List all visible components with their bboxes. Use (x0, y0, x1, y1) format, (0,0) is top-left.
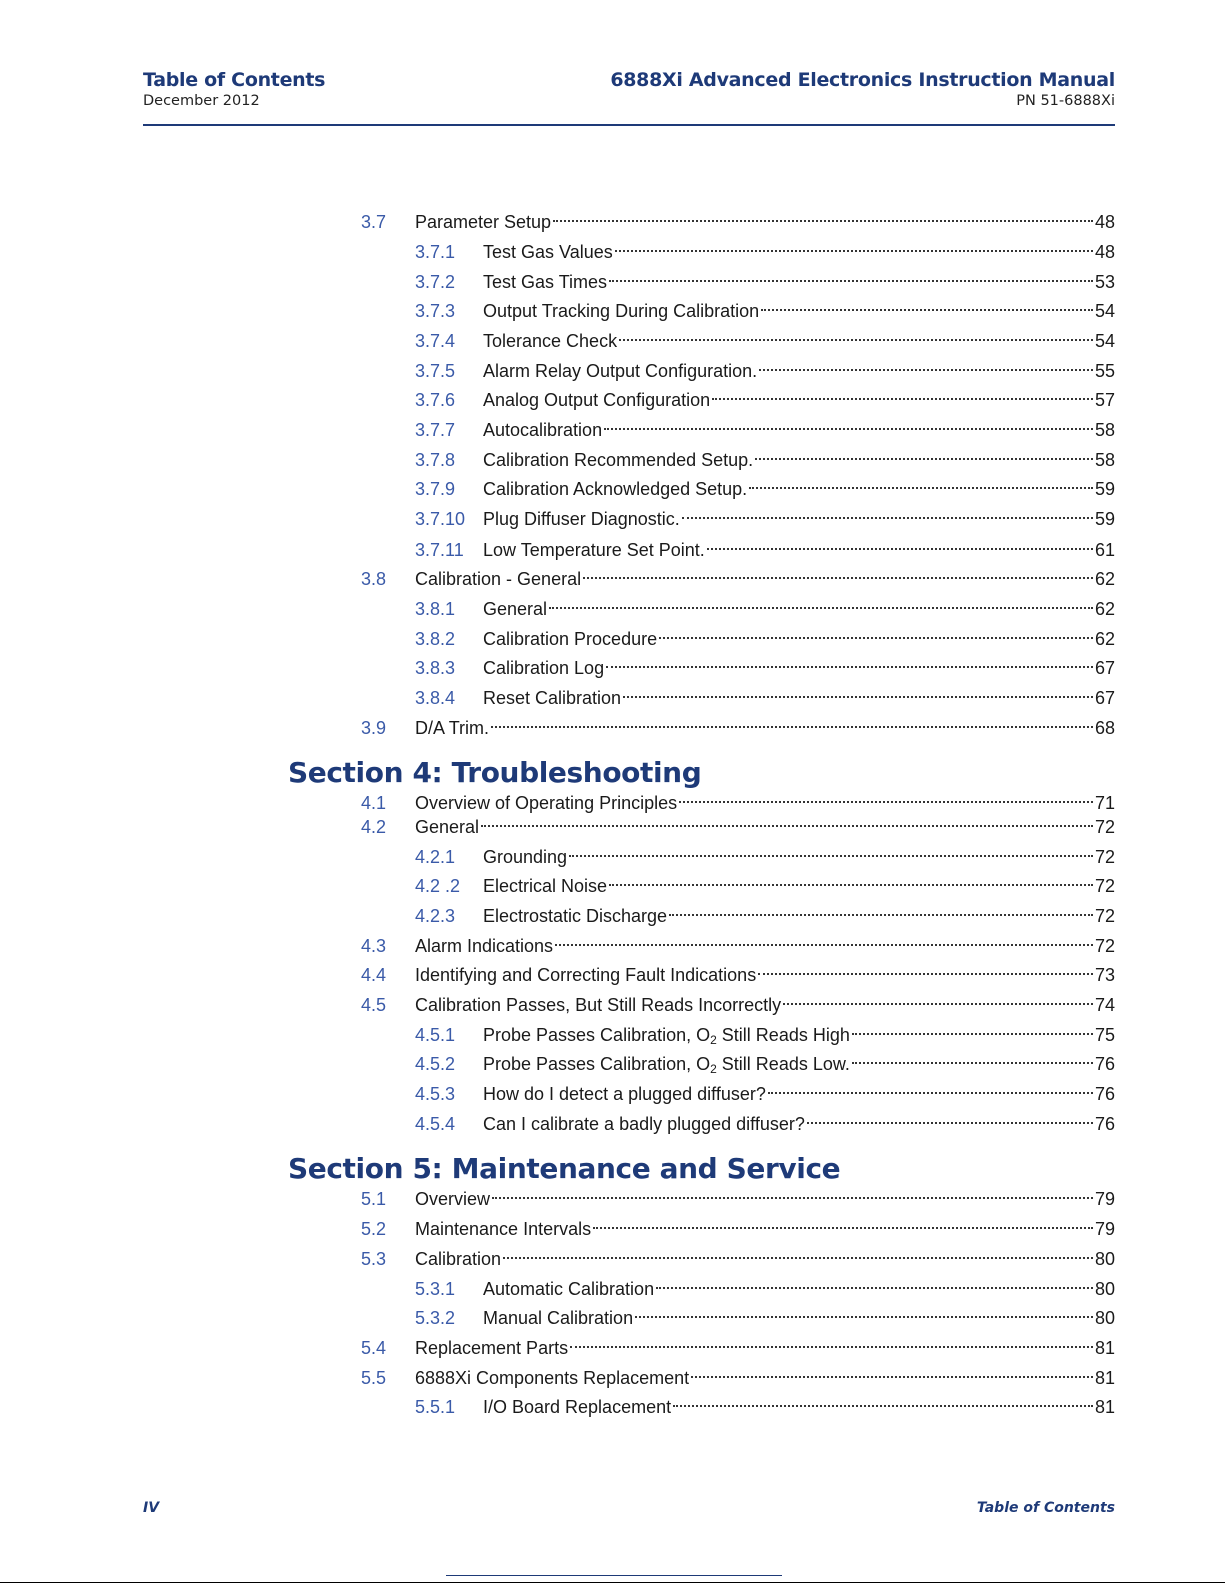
dot-leader (807, 1122, 1093, 1124)
toc-entry-page: 54 (1094, 331, 1115, 351)
toc-entry-number: 3.8.4 (415, 688, 456, 708)
dot-leader (755, 458, 1093, 460)
dot-leader (615, 250, 1093, 252)
toc-entry-number: 4.2.1 (415, 847, 456, 867)
toc-entry[interactable] (0, 505, 1115, 533)
toc-entry[interactable] (0, 1304, 1115, 1332)
toc-entry-line (415, 1364, 1115, 1392)
toc-entry-line (415, 714, 1115, 742)
toc-entry-title: Alarm Indications (415, 936, 554, 956)
toc-entry[interactable] (0, 536, 1115, 564)
toc-entry-page: 57 (1094, 390, 1115, 410)
toc-entry[interactable] (0, 843, 1115, 871)
toc-entry[interactable] (0, 1215, 1115, 1243)
toc-entry[interactable] (0, 327, 1115, 355)
toc-entry-page: 48 (1094, 212, 1115, 232)
toc-entry-page: 76 (1094, 1084, 1115, 1104)
toc-entry-title: Reset Calibration (483, 688, 622, 708)
toc-entry-title-part: Still Reads High (716, 1025, 850, 1045)
toc-entry-number: 3.7.3 (415, 301, 456, 321)
toc-entry-title: Replacement Parts (415, 1338, 569, 1358)
toc-entry[interactable] (0, 297, 1115, 325)
toc-entry-number: 3.7.1 (415, 242, 456, 262)
toc-entry-title: Can I calibrate a badly plugged diffuser? (483, 1114, 805, 1134)
toc-entry-line (483, 297, 1115, 325)
dot-leader (682, 517, 1093, 519)
toc-entry[interactable] (0, 268, 1115, 296)
toc-entry-number: 5.3.2 (415, 1308, 456, 1328)
dot-leader (758, 973, 1093, 975)
toc-entry[interactable] (0, 238, 1115, 266)
toc-entry-title: Calibration Acknowledged Setup. (483, 479, 748, 499)
dot-leader (768, 1092, 1093, 1094)
toc-entry-line (483, 902, 1115, 930)
toc-entry-page: 67 (1094, 688, 1115, 708)
toc-entry-line (415, 813, 1115, 841)
dot-leader (609, 280, 1093, 282)
dot-leader (619, 339, 1093, 341)
toc-entry-line (483, 536, 1115, 564)
toc-entry-number: 5.3.1 (415, 1279, 456, 1299)
toc-entry-line (415, 932, 1115, 960)
toc-entry[interactable] (0, 625, 1115, 653)
toc-entry[interactable] (0, 1080, 1115, 1108)
toc-entry-page: 55 (1094, 361, 1115, 381)
toc-entry-title (483, 1021, 850, 1049)
toc-entry-line (483, 475, 1115, 503)
toc-entry-number: 3.7.7 (415, 420, 456, 440)
toc-entry-line (483, 872, 1115, 900)
toc-entry-page: 62 (1094, 599, 1115, 619)
toc-entry-page: 76 (1094, 1114, 1115, 1134)
dot-leader (623, 696, 1093, 698)
toc-entry-line (415, 565, 1115, 593)
toc-entry-title-part: Probe Passes Calibration, O (483, 1054, 711, 1074)
footer-page-number: IV (143, 1500, 160, 1516)
toc-entry-number: 5.3 (361, 1249, 387, 1269)
toc-entry-page: 59 (1094, 509, 1115, 529)
toc-entry-number: 3.7.5 (415, 361, 456, 381)
toc-entry-line (483, 654, 1115, 682)
toc-entry-title: Overview of Operating Principles (415, 793, 678, 813)
toc-entry[interactable] (0, 446, 1115, 474)
toc-entry-title: Analog Output Configuration (483, 390, 711, 410)
toc-entry-number: 3.7.4 (415, 331, 456, 351)
dot-leader (604, 428, 1093, 430)
toc-entry-page: 71 (1094, 793, 1115, 813)
toc-entry-title: Autocalibration (483, 420, 603, 440)
toc-entry-page: 58 (1094, 420, 1115, 440)
toc-entry-title-part: Probe Passes Calibration, O (483, 1025, 711, 1045)
toc-entry[interactable] (0, 813, 1115, 841)
dot-leader (583, 577, 1093, 579)
toc-entry[interactable] (0, 595, 1115, 623)
dot-leader (609, 884, 1093, 886)
toc-entry-line (415, 1334, 1115, 1362)
dot-leader (691, 1376, 1093, 1378)
toc-entry[interactable] (0, 991, 1115, 1019)
dot-leader (707, 548, 1093, 550)
toc-entry[interactable] (0, 565, 1115, 593)
dot-leader (549, 607, 1093, 609)
dot-leader (852, 1062, 1093, 1064)
toc-entry-number: 4.2 .2 (415, 876, 461, 896)
toc-entry[interactable] (0, 475, 1115, 503)
toc-entry-line (415, 991, 1115, 1019)
header-left (143, 68, 325, 111)
toc-entry-title: I/O Board Replacement (483, 1397, 672, 1417)
dot-leader (669, 914, 1093, 916)
toc-entry[interactable] (0, 208, 1115, 236)
toc-entry-line (415, 961, 1115, 989)
toc-entry-title: Overview (415, 1189, 491, 1209)
toc-entry[interactable] (0, 1393, 1115, 1421)
toc-entry[interactable] (0, 416, 1115, 444)
toc-entry-page: 76 (1094, 1054, 1115, 1074)
toc-entry[interactable] (0, 386, 1115, 414)
dot-leader (503, 1257, 1093, 1259)
toc-entry-title: Manual Calibration (483, 1308, 634, 1328)
toc-entry-title-part: Still Reads Low. (716, 1054, 850, 1074)
toc-entry-page: 58 (1094, 450, 1115, 470)
toc-entry-title: Electrical Noise (483, 876, 608, 896)
toc-entry-number: 3.7.2 (415, 272, 456, 292)
header-manual-title: 6888Xi Advanced Electronics Instruction Manual (610, 69, 1115, 91)
toc-entry-page: 81 (1094, 1338, 1115, 1358)
dot-leader (553, 220, 1093, 222)
toc-entry-title: Parameter Setup (415, 212, 552, 232)
toc-entry-number: 4.5.3 (415, 1084, 456, 1104)
dot-leader (481, 825, 1093, 827)
toc-entry-title: Electrostatic Discharge (483, 906, 668, 926)
toc-entry-line (483, 1304, 1115, 1332)
toc-entry-page: 59 (1094, 479, 1115, 499)
dot-leader (555, 944, 1093, 946)
toc-entry-line (483, 1080, 1115, 1108)
toc-entry-page: 80 (1094, 1279, 1115, 1299)
toc-entry-title: Calibration Procedure (483, 629, 658, 649)
toc-entry-line (415, 208, 1115, 236)
toc-entry-page: 80 (1094, 1249, 1115, 1269)
toc-entry-page: 74 (1094, 995, 1115, 1015)
toc-entry-page: 81 (1094, 1368, 1115, 1388)
dot-leader (761, 309, 1093, 311)
dot-leader (491, 726, 1093, 728)
toc-entry-line (483, 1021, 1115, 1049)
toc-entry[interactable] (0, 1275, 1115, 1303)
dot-leader (635, 1316, 1093, 1318)
toc-entry-line (483, 595, 1115, 623)
dot-leader (492, 1197, 1093, 1199)
toc-entry-number: 5.5.1 (415, 1397, 456, 1417)
toc-entry-number: 3.7.10 (415, 509, 466, 529)
header-right (610, 68, 1115, 111)
toc-entry-number: 3.8.3 (415, 658, 456, 678)
toc-entry-number: 4.2 (361, 817, 387, 837)
dot-leader (656, 1287, 1093, 1289)
dot-leader (749, 487, 1093, 489)
toc-entry[interactable] (0, 357, 1115, 385)
toc-entry-title: Calibration Recommended Setup. (483, 450, 754, 470)
toc-entry[interactable] (0, 1110, 1115, 1138)
toc-entry-title: Plug Diffuser Diagnostic. (483, 509, 680, 529)
dot-leader (659, 637, 1093, 639)
toc-entry-line (483, 1393, 1115, 1421)
toc-entry-page: 75 (1094, 1025, 1115, 1045)
header-date: December 2012 (143, 93, 260, 109)
toc-entry-line (483, 238, 1115, 266)
toc-entry-number: 3.7 (361, 212, 387, 232)
toc-entry-line (483, 268, 1115, 296)
toc-entry-page: 72 (1094, 936, 1115, 956)
toc-entry-page: 62 (1094, 629, 1115, 649)
toc-entry[interactable] (0, 1245, 1115, 1273)
toc-entry-page: 72 (1094, 847, 1115, 867)
toc-entry[interactable] (0, 1185, 1115, 1213)
toc-entry-line (415, 1215, 1115, 1243)
subscript: 2 (710, 1033, 717, 1047)
toc-entry-number: 5.4 (361, 1338, 387, 1358)
toc-entry[interactable] (0, 1364, 1115, 1392)
toc-entry-number: 4.5.4 (415, 1114, 456, 1134)
toc-entry-title: Low Temperature Set Point. (483, 540, 705, 560)
toc-entry[interactable] (0, 1050, 1115, 1078)
toc-entry-title: Calibration - General (415, 569, 582, 589)
toc-entry-page: 81 (1094, 1397, 1115, 1417)
toc-entry[interactable] (0, 714, 1115, 742)
dot-leader (712, 398, 1093, 400)
toc-entry-title (483, 1050, 850, 1078)
toc-entry-line (483, 625, 1115, 653)
toc-entry-line (483, 386, 1115, 414)
dot-leader (593, 1227, 1093, 1229)
toc-entry-number: 4.1 (361, 793, 387, 813)
toc-entry-number: 5.5 (361, 1368, 387, 1388)
toc-entry-page: 72 (1094, 817, 1115, 837)
toc-entry-title: Tolerance Check (483, 331, 618, 351)
dot-leader (570, 1346, 1093, 1348)
toc-entry-page: 72 (1094, 876, 1115, 896)
toc-entry-number: 4.5.2 (415, 1054, 456, 1074)
toc-entry-number: 3.7.6 (415, 390, 456, 410)
toc-entry[interactable] (0, 961, 1115, 989)
toc-entry[interactable] (0, 902, 1115, 930)
section-heading: Section 4: Troubleshooting (288, 756, 702, 789)
toc-entry-number: 4.2.3 (415, 906, 456, 926)
toc-entry-number: 3.7.8 (415, 450, 456, 470)
toc-entry-page: 79 (1094, 1189, 1115, 1209)
toc-entry[interactable] (0, 654, 1115, 682)
toc-entry-page: 62 (1094, 569, 1115, 589)
toc-entry-number: 4.3 (361, 936, 387, 956)
toc-entry-title: D/A Trim. (415, 718, 490, 738)
toc-entry-line (483, 327, 1115, 355)
footer-section-title: Table of Contents (976, 1500, 1115, 1516)
header-section-title: Table of Contents (143, 69, 326, 91)
dot-leader (759, 369, 1093, 371)
header-divider (143, 124, 1115, 126)
dot-leader (679, 801, 1093, 803)
toc-entry-line (483, 416, 1115, 444)
toc-entry-number: 4.4 (361, 965, 387, 985)
toc-entry-number: 3.8 (361, 569, 387, 589)
section-heading: Section 5: Maintenance and Service (288, 1152, 841, 1185)
bottom-link-underline (446, 1575, 782, 1576)
toc-entry-number: 5.2 (361, 1219, 387, 1239)
toc-entry-title: General (415, 817, 480, 837)
dot-leader (852, 1033, 1093, 1035)
toc-entry[interactable] (0, 932, 1115, 960)
toc-entry-line (483, 1275, 1115, 1303)
toc-entry-line (483, 357, 1115, 385)
toc-entry[interactable] (0, 1021, 1115, 1049)
toc-entry-page: 48 (1094, 242, 1115, 262)
toc-entry[interactable] (0, 684, 1115, 712)
toc-entry-title: Calibration (415, 1249, 502, 1269)
dot-leader (673, 1405, 1093, 1407)
toc-entry-number: 3.9 (361, 718, 387, 738)
toc-entry-page: 79 (1094, 1219, 1115, 1239)
toc-entry-number: 3.7.9 (415, 479, 456, 499)
dot-leader (606, 666, 1093, 668)
toc-entry-line (483, 1050, 1115, 1078)
toc-entry-title: Output Tracking During Calibration (483, 301, 760, 321)
subscript: 2 (710, 1062, 717, 1076)
toc-entry-number: 4.5 (361, 995, 387, 1015)
toc-entry-title: Grounding (483, 847, 568, 867)
toc-entry-title: Test Gas Times (483, 272, 608, 292)
toc-entry-title: Identifying and Correcting Fault Indications (415, 965, 757, 985)
toc-entry-page: 67 (1094, 658, 1115, 678)
toc-entry-line (483, 1110, 1115, 1138)
toc-entry-title: General (483, 599, 548, 619)
toc-entry-title: Calibration Passes, But Still Reads Incorrectly (415, 995, 782, 1015)
toc-entry[interactable] (0, 872, 1115, 900)
dot-leader (569, 855, 1093, 857)
toc-entry[interactable] (0, 1334, 1115, 1362)
dot-leader (783, 1003, 1093, 1005)
toc-entry-title: Calibration Log (483, 658, 605, 678)
toc-entry-title: Maintenance Intervals (415, 1219, 592, 1239)
toc-entry-line (415, 1245, 1115, 1273)
toc-entry-page: 54 (1094, 301, 1115, 321)
toc-entry-line (415, 1185, 1115, 1213)
toc-entry-page: 53 (1094, 272, 1115, 292)
toc-entry-number: 3.7.11 (415, 540, 464, 560)
toc-entry-number: 5.1 (361, 1189, 387, 1209)
toc-entry-title: Automatic Calibration (483, 1279, 655, 1299)
toc-entry-page: 68 (1094, 718, 1115, 738)
toc-entry-number: 3.8.2 (415, 629, 456, 649)
toc-entry-title: How do I detect a plugged diffuser? (483, 1084, 766, 1104)
header-part-number: PN 51-6888Xi (1016, 93, 1115, 109)
toc-entry-line (483, 446, 1115, 474)
toc-entry-line (483, 684, 1115, 712)
toc-entry-page: 73 (1094, 965, 1115, 985)
toc-entry-page: 61 (1094, 540, 1115, 560)
toc-entry-title: Alarm Relay Output Configuration. (483, 361, 758, 381)
toc-entry-page: 72 (1094, 906, 1115, 926)
toc-entry-line (483, 505, 1115, 533)
toc-entry-number: 3.8.1 (415, 599, 456, 619)
toc-entry-title: 6888Xi Components Replacement (415, 1368, 690, 1388)
toc-entry-number: 4.5.1 (415, 1025, 456, 1045)
toc-entry-title: Test Gas Values (483, 242, 613, 262)
toc-entry-page: 80 (1094, 1308, 1115, 1328)
bottom-page-edge (0, 1582, 1225, 1583)
toc-entry-line (483, 843, 1115, 871)
